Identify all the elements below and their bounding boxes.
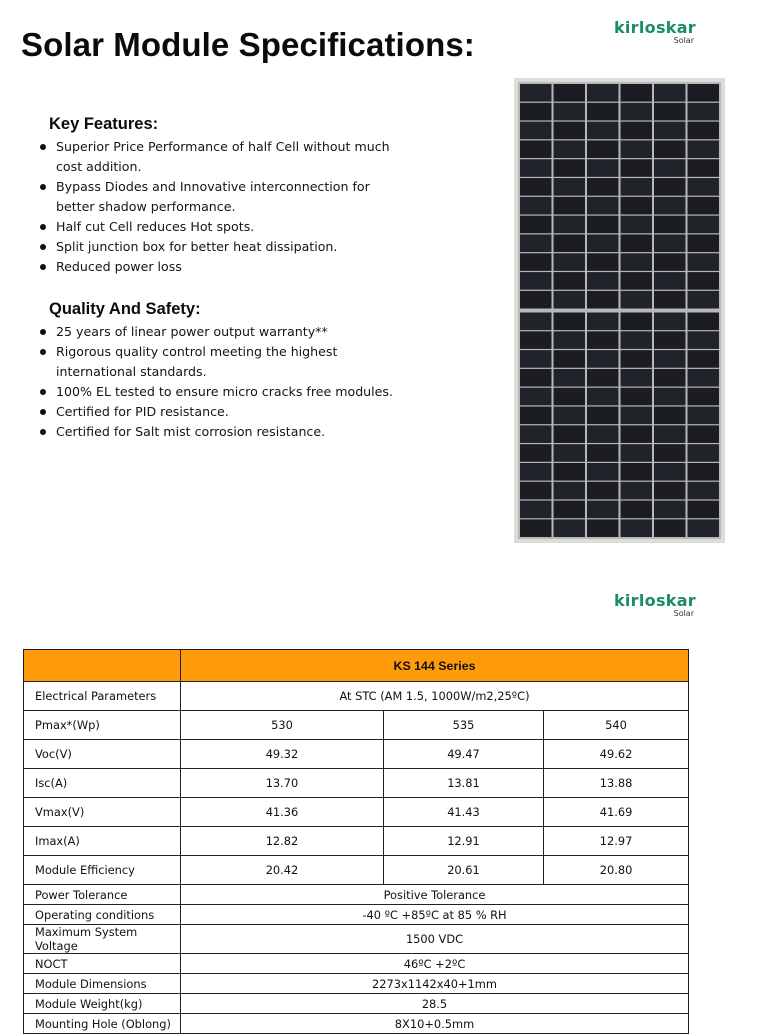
solar-cell (587, 159, 619, 177)
solar-cell (654, 197, 686, 215)
solar-cell (554, 331, 586, 349)
cell-value: 540 (544, 711, 689, 740)
solar-cell (554, 463, 586, 481)
list-item: 100% EL tested to ensure micro cracks free modules. (40, 382, 400, 402)
cell-value: 41.36 (181, 798, 384, 827)
list-item: Split junction box for better heat dissipation. (40, 237, 400, 257)
solar-cell (587, 350, 619, 368)
solar-cell (554, 291, 586, 309)
solar-cell (688, 444, 720, 462)
solar-cell (587, 103, 619, 121)
solar-cell (520, 234, 552, 252)
solar-cell (554, 369, 586, 387)
solar-cell (520, 216, 552, 234)
cell-value: 41.69 (544, 798, 689, 827)
solar-panel-image (514, 78, 725, 543)
solar-cell (554, 444, 586, 462)
solar-cell (554, 425, 586, 443)
solar-cell (621, 84, 653, 102)
solar-cell (621, 234, 653, 252)
table-row (24, 827, 689, 856)
solar-cell (520, 407, 552, 425)
solar-cell (587, 463, 619, 481)
list-item: 25 years of linear power output warranty** (40, 322, 400, 342)
solar-cell (688, 122, 720, 140)
solar-cell (587, 291, 619, 309)
solar-cell (688, 140, 720, 158)
solar-cell (688, 291, 720, 309)
table-row (24, 954, 689, 974)
solar-cell (554, 350, 586, 368)
solar-cell (520, 103, 552, 121)
solar-cell (520, 84, 552, 102)
table-row (24, 925, 689, 954)
solar-cell (520, 388, 552, 406)
solar-cell (688, 519, 720, 537)
solar-cell (688, 350, 720, 368)
solar-cell (654, 291, 686, 309)
solar-cell (621, 197, 653, 215)
spec-value: 46ºC +2ºC (181, 954, 689, 974)
solar-cell (520, 291, 552, 309)
brand-name: kirloskar (613, 591, 696, 610)
solar-cell (654, 444, 686, 462)
solar-cell (520, 463, 552, 481)
solar-cell (587, 253, 619, 271)
solar-cell (654, 234, 686, 252)
quality-safety-heading: Quality And Safety: (49, 300, 201, 318)
solar-cell (688, 197, 720, 215)
cell-value: 13.88 (544, 769, 689, 798)
solar-cell (520, 501, 552, 519)
solar-cell (688, 234, 720, 252)
solar-cell (654, 103, 686, 121)
row-label: Pmax*(Wp) (24, 711, 181, 740)
solar-cell (688, 388, 720, 406)
row-label: Electrical Parameters (24, 682, 181, 711)
brand-logo-secondary (606, 593, 696, 619)
table-row (24, 740, 689, 769)
brand-sub: Solar (673, 609, 694, 618)
solar-cell (587, 407, 619, 425)
solar-cell (621, 407, 653, 425)
row-label: Mounting Hole (Oblong) (24, 1014, 181, 1034)
solar-cell (554, 501, 586, 519)
solar-cell (554, 234, 586, 252)
solar-cell (587, 369, 619, 387)
solar-cell (520, 425, 552, 443)
solar-cell (554, 197, 586, 215)
solar-cell (621, 178, 653, 196)
solar-cell (621, 482, 653, 500)
solar-cell (688, 482, 720, 500)
solar-cell (621, 253, 653, 271)
solar-cell (587, 234, 619, 252)
table-row (24, 769, 689, 798)
solar-cell (688, 501, 720, 519)
solar-cell (654, 84, 686, 102)
solar-cell (621, 331, 653, 349)
solar-cell (621, 463, 653, 481)
solar-cell (654, 253, 686, 271)
cell-value: 12.97 (544, 827, 689, 856)
solar-cell (587, 519, 619, 537)
row-label: NOCT (24, 954, 181, 974)
solar-cell (587, 197, 619, 215)
cell-value: 49.32 (181, 740, 384, 769)
list-item: Half cut Cell reduces Hot spots. (40, 217, 400, 237)
solar-cell (654, 350, 686, 368)
list-item: Certified for Salt mist corrosion resistance. (40, 422, 400, 442)
solar-cell (621, 388, 653, 406)
spec-value: 1500 VDC (181, 925, 689, 954)
solar-cell (654, 159, 686, 177)
solar-cell (688, 425, 720, 443)
solar-cell (554, 482, 586, 500)
brand-logo (606, 20, 696, 46)
cell-value: 530 (181, 711, 384, 740)
stc-conditions: At STC (AM 1.5, 1000W/m2,25ºC) (181, 682, 689, 711)
spec-value: 8X10+0.5mm (181, 1014, 689, 1034)
table-row (24, 856, 689, 885)
solar-cell (587, 216, 619, 234)
brand-sub: Solar (673, 36, 694, 45)
solar-cell (688, 253, 720, 271)
solar-cell (587, 272, 619, 290)
solar-cell (520, 178, 552, 196)
table-row (24, 711, 689, 740)
solar-cell (654, 388, 686, 406)
solar-cell (654, 140, 686, 158)
solar-cell (654, 178, 686, 196)
solar-cell (554, 407, 586, 425)
table-row (24, 905, 689, 925)
list-item: Bypass Diodes and Innovative interconnection for better shadow performance. (40, 177, 400, 217)
brand-name: kirloskar (613, 18, 696, 37)
solar-cell (688, 159, 720, 177)
solar-cell (688, 331, 720, 349)
spec-value: -40 ºC +85ºC at 85 % RH (181, 905, 689, 925)
solar-cell (621, 216, 653, 234)
table-row (24, 798, 689, 827)
key-features-heading: Key Features: (49, 115, 159, 133)
spec-value: 2273x1142x40+1mm (181, 974, 689, 994)
solar-cell (587, 501, 619, 519)
solar-cell (554, 122, 586, 140)
table-row (24, 682, 689, 711)
key-features-list (0, 137, 400, 277)
solar-cell (688, 272, 720, 290)
solar-cell (587, 482, 619, 500)
solar-cell (520, 444, 552, 462)
solar-cell (688, 463, 720, 481)
solar-cell (520, 272, 552, 290)
solar-cell (554, 313, 586, 331)
solar-cell (688, 103, 720, 121)
solar-cell (520, 313, 552, 331)
cell-value: 20.42 (181, 856, 384, 885)
table-row (24, 885, 689, 905)
solar-cell (554, 388, 586, 406)
solar-cell (520, 369, 552, 387)
row-label: Maximum System Voltage (24, 925, 181, 954)
solar-cell (688, 216, 720, 234)
cell-value: 13.81 (384, 769, 544, 798)
solar-cell (554, 519, 586, 537)
solar-cell (587, 178, 619, 196)
solar-cell (654, 501, 686, 519)
row-label: Module Weight(kg) (24, 994, 181, 1014)
solar-cell (654, 369, 686, 387)
solar-cell (621, 369, 653, 387)
solar-cell (520, 482, 552, 500)
quality-safety-list (0, 322, 400, 442)
cell-value: 20.80 (544, 856, 689, 885)
cell-value: 12.91 (384, 827, 544, 856)
solar-cell (554, 84, 586, 102)
solar-cell (654, 331, 686, 349)
row-label: Vmax(V) (24, 798, 181, 827)
cell-value: 535 (384, 711, 544, 740)
solar-cells-graphic (518, 82, 721, 539)
cell-value: 49.47 (384, 740, 544, 769)
solar-cell (654, 519, 686, 537)
solar-panel-frame (518, 82, 721, 539)
page-title: Solar Module Specifications: (21, 26, 475, 63)
row-label: Module Dimensions (24, 974, 181, 994)
cell-value: 20.61 (384, 856, 544, 885)
solar-cell (621, 140, 653, 158)
row-label: Power Tolerance (24, 885, 181, 905)
solar-cell (621, 501, 653, 519)
solar-cell (688, 369, 720, 387)
solar-cell (688, 313, 720, 331)
list-item: Reduced power loss (40, 257, 400, 277)
solar-cell (554, 159, 586, 177)
solar-cell (587, 84, 619, 102)
solar-cell (688, 178, 720, 196)
table-header-row (24, 650, 689, 682)
spec-value: 28.5 (181, 994, 689, 1014)
list-item: Certified for PID resistance. (40, 402, 400, 422)
solar-cell (587, 313, 619, 331)
solar-cell (654, 407, 686, 425)
solar-cell (621, 272, 653, 290)
row-label: Imax(A) (24, 827, 181, 856)
solar-cell (554, 103, 586, 121)
solar-cell (654, 272, 686, 290)
solar-cell (554, 216, 586, 234)
row-label: Operating conditions (24, 905, 181, 925)
solar-cell (621, 519, 653, 537)
cell-value: 41.43 (384, 798, 544, 827)
solar-cell (520, 331, 552, 349)
solar-cell (621, 103, 653, 121)
spec-value: Positive Tolerance (181, 885, 689, 905)
solar-cell (621, 313, 653, 331)
row-label: Isc(A) (24, 769, 181, 798)
cell-value: 12.82 (181, 827, 384, 856)
solar-cell (554, 253, 586, 271)
solar-cell (621, 350, 653, 368)
solar-cell (587, 140, 619, 158)
solar-cell (520, 140, 552, 158)
table-row (24, 974, 689, 994)
solar-cell (587, 122, 619, 140)
solar-cell (520, 253, 552, 271)
solar-cell (554, 140, 586, 158)
solar-cell (654, 313, 686, 331)
solar-cell (587, 444, 619, 462)
solar-cell (520, 197, 552, 215)
solar-cell (554, 178, 586, 196)
solar-cell (554, 272, 586, 290)
cell-value: 13.70 (181, 769, 384, 798)
table-row (24, 994, 689, 1014)
solar-cell (587, 388, 619, 406)
solar-cell (587, 425, 619, 443)
solar-cell (654, 122, 686, 140)
solar-cell (688, 407, 720, 425)
solar-cell (688, 84, 720, 102)
solar-cell (587, 331, 619, 349)
list-item: Rigorous quality control meeting the highest international standards. (40, 342, 400, 382)
solar-cell (520, 122, 552, 140)
solar-cell (654, 216, 686, 234)
solar-cell (654, 425, 686, 443)
solar-cell (654, 482, 686, 500)
specifications-table (23, 649, 689, 1034)
solar-cell (520, 159, 552, 177)
solar-cell (654, 463, 686, 481)
solar-cell (621, 425, 653, 443)
solar-cell (520, 350, 552, 368)
solar-cell (621, 159, 653, 177)
solar-cell (520, 519, 552, 537)
row-label: Module Efficiency (24, 856, 181, 885)
solar-cell (621, 444, 653, 462)
cell-value: 49.62 (544, 740, 689, 769)
header-blank-cell (24, 650, 181, 682)
series-title: KS 144 Series (181, 650, 689, 682)
solar-cell (621, 291, 653, 309)
solar-cell (621, 122, 653, 140)
row-label: Voc(V) (24, 740, 181, 769)
list-item: Superior Price Performance of half Cell without much cost addition. (40, 137, 400, 177)
